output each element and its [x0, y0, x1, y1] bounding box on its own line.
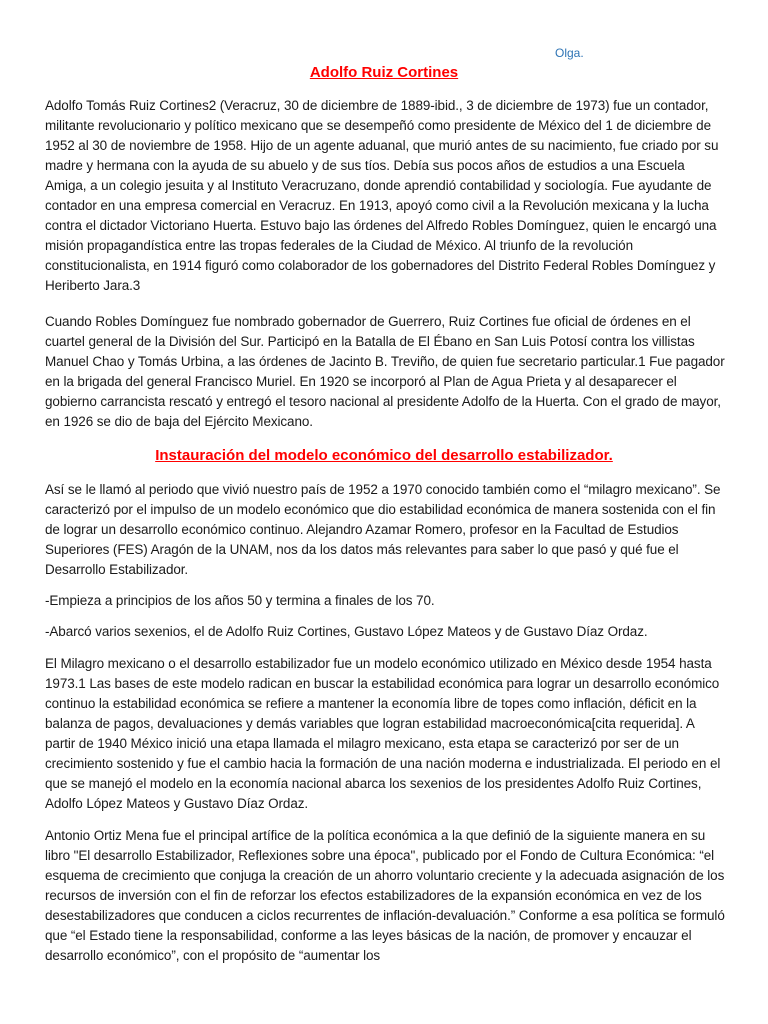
section-paragraph-3: Antonio Ortiz Mena fue el principal artífice de la política económica a la que definió de la siguiente manera en su libro "El desarrollo Estabilizador, Reflexiones sobre una época", publicado por el Fondo de Cultura Económica: “el esquema de crecimiento que conjuga la creación de un ahorro voluntario creciente y la adecuada asignación de los recursos de inversión con el fin de reforzar los efectos estabilizadores de la expansión económica en vez de los desestabilizadores que conducen a ciclos recurrentes de inflación-devaluación.” Conforme a esa política se formuló que “el Estado tiene la responsabilidad, conforme a las leyes básicas de la nación, de promover y encauzar el desarrollo económico”, con el propósito de “aumentar los — [45, 828, 725, 963]
bullet-line-1: -Empieza a principios de los años 50 y termina a finales de los 70. — [45, 593, 435, 608]
section-heading: Instauración del modelo económico del desarrollo estabilizador. — [155, 447, 613, 464]
biography-paragraph-1: Adolfo Tomás Ruiz Cortines2 (Veracruz, 30 de diciembre de 1889-ibid., 3 de diciembre de 1973) fue un contador, militante revolucionario y político mexicano que se desempeñó como presidente de México del 1 de diciembre de 1952 al 30 de noviembre de 1958. Hijo de un agente aduanal, que murió antes de su nacimiento, fue criado por su madre y hermana con la ayuda de su abuelo y de sus tíos. Debía sus pocos años de estudios a una Escuela Amiga, a un colegio jesuita y al Instituto Veracruzano, donde aprendió contabilidad y sociología. Fue ayudante de contador en una empresa comercial en Veracruz. En 1913, apoyó como civil a la Revolución mexicana y la lucha contra el dictador Victoriano Huerta. Estuvo bajo las órdenes del Alfredo Robles Domínguez, quien le encargó una misión propagandística entre las tropas federales de la Ciudad de México. Al triunfo de la revolución constitucionalista, en 1914 figuró como colaborador de los gobernadores del Distrito Federal Robles Domínguez y Heriberto Jara.3 — [45, 98, 719, 293]
author-name: Olga. — [555, 46, 584, 60]
section-paragraph-2: El Milagro mexicano o el desarrollo estabilizador fue un modelo económico utilizado en México desde 1954 hasta 1973.1 Las bases de este modelo radican en buscar la estabilidad económica para lograr un desarrollo económico continuo la estabilidad económica se refiere a mantener la economía libre de topes como inflación, déficit en la balanza de pagos, devaluaciones y demás variables que logran estabilidad macroeconómica[cita requerida]. A partir de 1940 México inició una etapa llamada el milagro mexicano, esta etapa se caracterizó por ser de un crecimiento sostenido y fue el cambio hacia la formación de una nación moderna e industrializada. El periodo en el que se manejó el modelo en la economía nacional abarca los sexenios de los presidentes Adolfo Ruiz Cortines, Adolfo López Mateos y Gustavo Díaz Ordaz. — [45, 656, 721, 811]
biography-paragraph-2: Cuando Robles Domínguez fue nombrado gobernador de Guerrero, Ruiz Cortines fue oficial de órdenes en el cuartel general de la División del Sur. Participó en la Batalla de El Ébano en San Luis Potosí contra los villistas Manuel Chao y Tomás Urbina, a las órdenes de Jacinto B. Treviño, de quien fue secretario particular.1 Fue pagador en la brigada del general Francisco Muriel. En 1920 se incorporó al Plan de Agua Prieta y al desaparecer el gobierno carrancista rescató y entregó el tesoro nacional al presidente Adolfo de la Huerta. Con el grado de mayor, en 1926 se dio de baja del Ejército Mexicano. — [45, 314, 725, 429]
bullet-line-2: -Abarcó varios sexenios, el de Adolfo Ruiz Cortines, Gustavo López Mateos y de Gustavo Díaz Ordaz. — [45, 624, 648, 639]
document-title: Adolfo Ruiz Cortines — [309, 64, 459, 81]
section-paragraph-1: Así se le llamó al periodo que vivió nuestro país de 1952 a 1970 conocido también como el “milagro mexicano”. Se caracterizó por el impulso de un modelo económico que dio estabilidad económica de manera sostenida con el fin de lograr un desarrollo económico continuo. Alejandro Azamar Romero, profesor en la Facultad de Estudios Superiores (FES) Aragón de la UNAM, nos da los datos más relevantes para saber lo que pasó y qué fue el Desarrollo Estabilizador. — [45, 482, 721, 577]
